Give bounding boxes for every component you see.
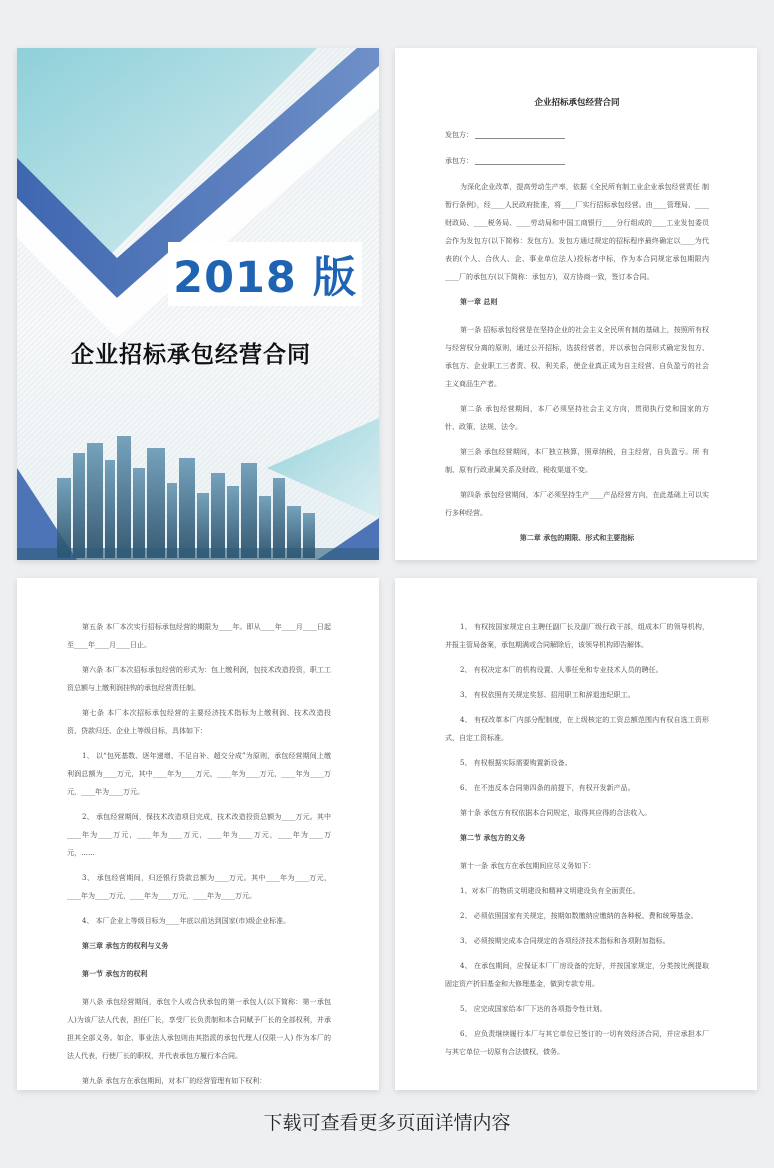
contract-title: 企业招标承包经营合同 xyxy=(534,98,620,108)
article-7: 第七条 本厂本次招标承包经营的主要经济技术指标为上缴利润、技术改造投 资、贷款归还、企业上等级目标，具体如下： xyxy=(67,709,331,735)
download-prompt[interactable]: 下载可查看更多页面详情内容 xyxy=(263,1112,511,1134)
document-page-1 xyxy=(395,48,757,560)
section-1-heading: 第一节 承包方的权利 xyxy=(82,969,148,978)
article-5: 第五条 本厂本次实行招标承包经营的期限为____年。即从____年____月____日起至____年____月____日止。 xyxy=(67,623,331,649)
article-10: 第十条 承包方有权依据本合同规定，取得其应得的合法收入。 xyxy=(460,809,652,817)
right-item-1: 1、 有权按国家规定自主聘任副厂长及副厂级行政干部，组成本厂的领导机构，并报主管局备案，承包期满或合同解除后，该领导机构即告解体。 xyxy=(445,623,709,649)
intro-paragraph: 为深化企业改革，提高劳动生产率，依据《全民所有制工业企业承包经营责任 制暂行条例》，经____人民政府批准，将____厂实行招标承包经营。由____管理局、____财政局、____税务局、____劳动局和中国工商银行____分行组成的____工业发包委员会作为发包方(以下简称：发包方)。发包方通过规定的招标程序最终确定以____为代表的(个人、合伙人、企、事业单位法人)投标者中标，作为本合同规定承包期限内____厂的承包方(以下简称：承包方)，双方协商一致，签订本合同。 xyxy=(445,183,709,281)
chapter-3-heading: 第三章 承包方的权利与义务 xyxy=(82,941,169,950)
duty-item-4: 4、 在承包期间，应保证本厂厂房设备的完好，并按国家规定，分类按比例提取固定资产折旧基金和大修理基金，做到专款专用。 xyxy=(445,962,709,988)
party-a-blank xyxy=(475,137,565,139)
document-page-2 xyxy=(17,578,379,1090)
article-6: 第六条 本厂本次招标承包经营的形式为：包上缴利润，包技术改造投资，职工工资总额与上缴利润挂钩的承包经营责任制。 xyxy=(67,666,331,692)
cover-page xyxy=(17,48,379,560)
duty-item-2: 2、 必须依照国家有关规定，按期如数缴纳应缴纳的各种税、费和统筹基金。 xyxy=(460,912,698,920)
article-4: 第四条 承包经营期间，本厂必须坚持生产____产品经营方向，在此基础上可以实行多种经营。 xyxy=(445,491,709,517)
article-1: 第一条 招标承包经营是在坚持企业的社会主义全民所有制的基础上，按照所有权与经营权分离的原则，通过公开招标，选拔经营者，并以承包合同形式确定发包方、承包方、企业职工三者责、权、利关系，使企业真正成为自主经营、自负盈亏的社会主义商品生产者。 xyxy=(445,326,709,388)
duty-item-5: 5、 应完成国家给本厂下达的各项指令性计划。 xyxy=(460,1005,607,1013)
right-item-5: 5、 有权根据实际需要购置新设备。 xyxy=(460,759,572,767)
chapter-2-heading: 第二章 承包的期限、形式和主要指标 xyxy=(519,533,635,542)
duty-item-1: 1、对本厂的物质文明建设和精神文明建设负有全面责任。 xyxy=(460,887,640,895)
article-7-item-1: 1、 以“包死基数、逐年递增、不足自补、超交分成”为原则，承包经营期间上缴利润总额为____万元，其中____年为____万元，____年为____万元，____年为____万元，____年为____万元。 xyxy=(67,752,331,796)
article-8: 第八条 承包经营期间，承包个人或合伙承包的第一承包人(以下简称：第一承包人)为该厂法人代表，担任厂长，享受厂长负责制和本合同赋予厂长的全部权利，并承担其全部义务。如企、事业法人承包则由其指派的承包代理人(仅限一人) 作为本厂的法人代表，行使厂长的职权，并代表承包方履行本合同。 xyxy=(67,998,331,1060)
article-7-item-3: 3、 承包经营期间，归还银行贷款总额为____万元。其中____年为____万元，____年为____万元，____年为____万元，____年为____万元。 xyxy=(67,874,331,900)
edition-badge xyxy=(168,242,362,306)
article-7-item-2: 2、 承包经营期间，保技术改造项目完成，技术改造投资总额为____万元。其中____年为____万元，____年为____万元，____年为____万元，____年为____万元，…… xyxy=(67,813,331,857)
section-2-heading: 第二节 承包方的义务 xyxy=(460,833,526,842)
right-item-3: 3、 有权依照有关规定奖惩、招用职工和辞退违纪职工。 xyxy=(460,691,635,699)
right-item-2: 2、 有权决定本厂的机构设置、人事任免和专业技术人员的聘任。 xyxy=(460,666,663,674)
party-a-label: 发包方： xyxy=(445,131,473,139)
party-b-field xyxy=(445,152,709,170)
party-b-label: 承包方： xyxy=(445,157,473,165)
article-9: 第九条 承包方在承包期间，对本厂的经营管理有如下权利： xyxy=(82,1077,267,1085)
chapter-1-heading: 第一章 总则 xyxy=(460,297,498,306)
edition-label: 2018 版 xyxy=(173,252,357,303)
document-page-3 xyxy=(395,578,757,1090)
right-item-6: 6、 在不违反本合同第四条的前提下，有权开发新产品。 xyxy=(460,784,635,792)
article-7-item-4: 4、 本厂企业上等级目标为____年底以前达到国家(市)级企业标准。 xyxy=(82,917,291,925)
article-2: 第二条 承包经营期间，本厂必须坚持社会主义方向，贯彻执行党和国家的方 针、政策、法规、法令。 xyxy=(445,405,709,431)
duty-item-3: 3、 必须按期完成本合同规定的各项经济技术指标和各项附加指标。 xyxy=(460,937,670,945)
cover-title: 企业招标承包经营合同 xyxy=(71,342,311,368)
duty-item-6: 6、 应负责继续履行本厂与其它单位已签订的一切有效经济合同，并应承担本厂与其它单位一切原有合法债权、债务。 xyxy=(445,1030,709,1056)
article-11: 第十一条 承包方在承包期间应尽义务如下： xyxy=(460,862,596,870)
article-3: 第三条 承包经营期间，本厂独立核算，照章纳税，自主经营，自负盈亏。所 有制、原有行政隶属关系及财政、税收渠道不变。 xyxy=(445,448,709,474)
right-item-4: 4、 有权改革本厂内部分配制度，在上级核定的工资总额范围内有权自选工资形式，自定工资标准。 xyxy=(445,716,709,742)
party-b-blank xyxy=(475,163,565,165)
party-a-field xyxy=(445,126,709,144)
